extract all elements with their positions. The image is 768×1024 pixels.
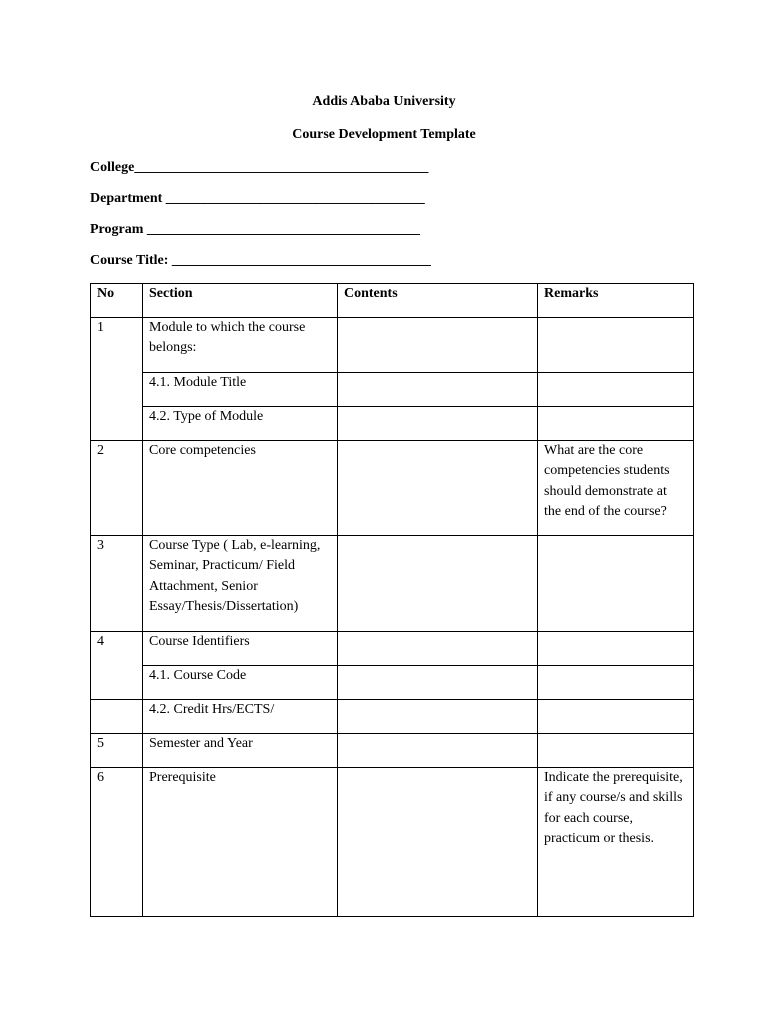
section-cell: Course Type ( Lab, e-learning, Seminar, Practicum/ Field Attachment, Senior Essay/Thesis/Dissertation): [143, 536, 338, 632]
row-number: [91, 700, 143, 734]
table-row: [91, 441, 694, 536]
university-name: Addis Ababa University: [312, 94, 456, 109]
remarks-cell: [538, 734, 694, 768]
contents-cell: [338, 666, 538, 700]
section-cell: 4.1. Module Title: [143, 373, 338, 407]
header-contents: Contents: [338, 284, 538, 318]
table-row: [91, 700, 694, 734]
table-row: [91, 536, 694, 632]
department-field: Department _____________________________________: [90, 191, 425, 206]
table-row: [91, 632, 694, 666]
remarks-cell: [538, 666, 694, 700]
contents-cell: [338, 407, 538, 441]
table-row: [91, 666, 694, 700]
remarks-cell: [538, 536, 694, 632]
section-cell: Semester and Year: [143, 734, 338, 768]
table-row: [91, 373, 694, 407]
header-no: No: [91, 284, 143, 318]
table-row: [91, 318, 694, 373]
program-field: Program _______________________________________: [90, 222, 420, 237]
row-number: 3: [91, 536, 143, 632]
remarks-cell: [538, 632, 694, 666]
table-header-row: [91, 284, 694, 318]
header-remarks: Remarks: [538, 284, 694, 318]
contents-cell: [338, 441, 538, 536]
remarks-cell: [538, 407, 694, 441]
remarks-cell: [538, 318, 694, 373]
header-section: Section: [143, 284, 338, 318]
row-number: 2: [91, 441, 143, 536]
contents-cell: [338, 318, 538, 373]
remarks-cell: [538, 700, 694, 734]
section-cell: Core competencies: [143, 441, 338, 536]
course-development-table: [90, 283, 694, 917]
section-cell: 4.2. Credit Hrs/ECTS/: [143, 700, 338, 734]
row-number: 5: [91, 734, 143, 768]
section-cell: Course Identifiers: [143, 632, 338, 666]
remarks-cell: [538, 373, 694, 407]
remarks-cell: Indicate the prerequisite, if any course/s and skills for each course, practicum or thesis.: [538, 768, 694, 917]
contents-cell: [338, 536, 538, 632]
remarks-cell: What are the core competencies students should demonstrate at the end of the course?: [538, 441, 694, 536]
table-row: [91, 407, 694, 441]
table-row: [91, 734, 694, 768]
contents-cell: [338, 632, 538, 666]
college-field: College__________________________________________: [90, 160, 429, 175]
section-cell: 4.1. Course Code: [143, 666, 338, 700]
row-number: 6: [91, 768, 143, 917]
section-cell: 4.2. Type of Module: [143, 407, 338, 441]
row-number: 4: [91, 632, 143, 700]
row-number: 1: [91, 318, 143, 441]
contents-cell: [338, 768, 538, 917]
contents-cell: [338, 373, 538, 407]
contents-cell: [338, 734, 538, 768]
template-title: Course Development Template: [292, 127, 476, 142]
section-cell: Module to which the course belongs:: [143, 318, 338, 373]
table-row: [91, 768, 694, 917]
section-cell: Prerequisite: [143, 768, 338, 917]
course-title-field: Course Title: _____________________________________: [90, 253, 431, 268]
contents-cell: [338, 700, 538, 734]
